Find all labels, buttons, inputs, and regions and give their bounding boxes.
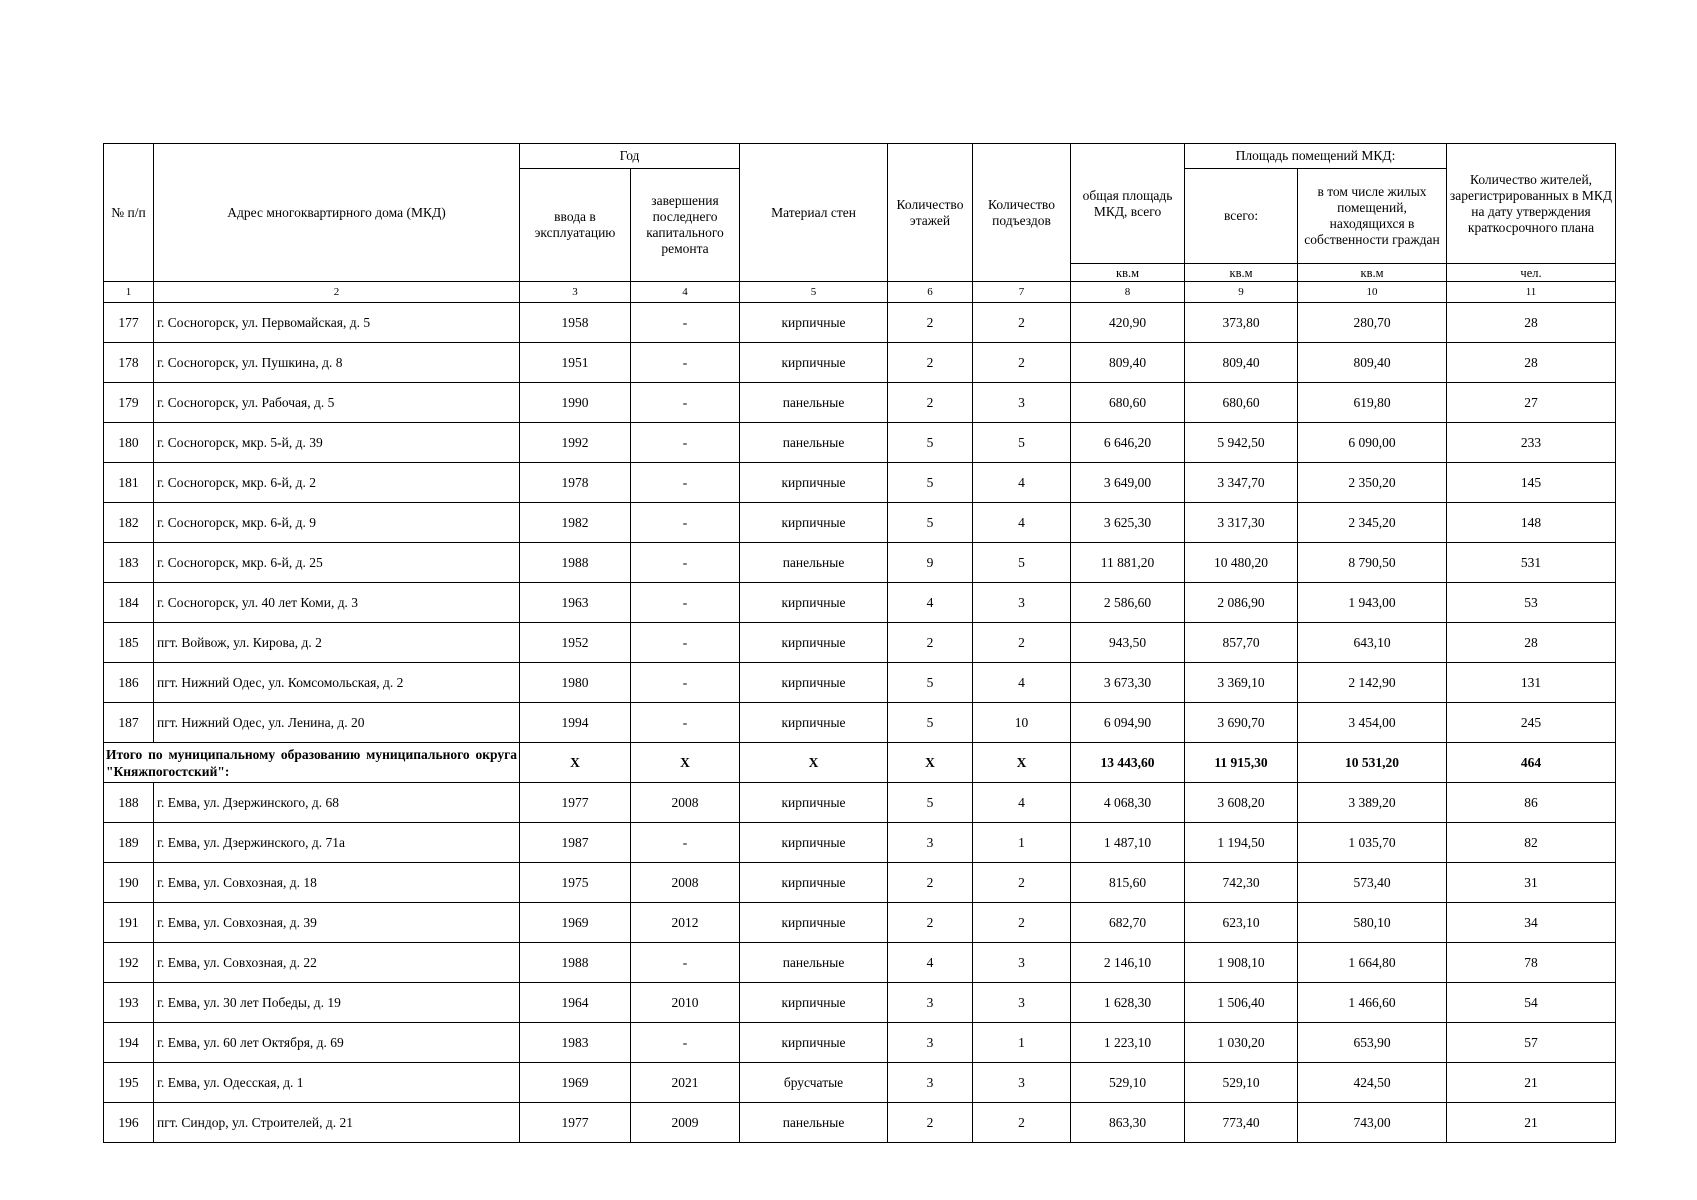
table-row bbox=[104, 903, 1616, 943]
row-number: 188 bbox=[104, 783, 154, 823]
header-total-area: общая площадь МКД, всего bbox=[1071, 144, 1185, 264]
table-row bbox=[104, 383, 1616, 423]
row-area-all: 2 086,90 bbox=[1185, 583, 1298, 623]
row-number: 189 bbox=[104, 823, 154, 863]
row-entrances: 3 bbox=[973, 583, 1071, 623]
row-total-area: 420,90 bbox=[1071, 303, 1185, 343]
column-number: 10 bbox=[1298, 282, 1447, 303]
row-year-repair: - bbox=[631, 623, 740, 663]
row-total-area: 2 146,10 bbox=[1071, 943, 1185, 983]
header-area-group: Площадь помещений МКД: bbox=[1185, 144, 1447, 169]
table-row bbox=[104, 1023, 1616, 1063]
row-area-all: 3 347,70 bbox=[1185, 463, 1298, 503]
row-year-commission: 1978 bbox=[520, 463, 631, 503]
row-area-all: 1 506,40 bbox=[1185, 983, 1298, 1023]
row-number: 183 bbox=[104, 543, 154, 583]
row-total-area: 6 094,90 bbox=[1071, 703, 1185, 743]
row-year-repair: - bbox=[631, 663, 740, 703]
row-total-area: 3 649,00 bbox=[1071, 463, 1185, 503]
column-number: 9 bbox=[1185, 282, 1298, 303]
row-number: 179 bbox=[104, 383, 154, 423]
row-year-commission: 1987 bbox=[520, 823, 631, 863]
row-area-private: 8 790,50 bbox=[1298, 543, 1447, 583]
row-area-private: 280,70 bbox=[1298, 303, 1447, 343]
row-address: г. Сосногорск, ул. 40 лет Коми, д. 3 bbox=[154, 583, 520, 623]
header-area-all: всего: bbox=[1185, 169, 1298, 264]
row-area-private: 1 035,70 bbox=[1298, 823, 1447, 863]
row-wall-material: панельные bbox=[740, 943, 888, 983]
row-floors: 2 bbox=[888, 303, 973, 343]
row-entrances: 4 bbox=[973, 463, 1071, 503]
row-residents: 233 bbox=[1447, 423, 1616, 463]
row-floors: 5 bbox=[888, 503, 973, 543]
row-year-repair: - bbox=[631, 463, 740, 503]
row-area-all: 373,80 bbox=[1185, 303, 1298, 343]
column-number: 6 bbox=[888, 282, 973, 303]
column-number: 5 bbox=[740, 282, 888, 303]
row-area-private: 6 090,00 bbox=[1298, 423, 1447, 463]
row-floors: 3 bbox=[888, 1063, 973, 1103]
row-total-area: 815,60 bbox=[1071, 863, 1185, 903]
row-entrances: 2 bbox=[973, 1103, 1071, 1143]
row-year-commission: 1980 bbox=[520, 663, 631, 703]
row-number: 194 bbox=[104, 1023, 154, 1063]
row-year-commission: 1982 bbox=[520, 503, 631, 543]
row-number: 182 bbox=[104, 503, 154, 543]
row-floors: 4 bbox=[888, 583, 973, 623]
column-number: 3 bbox=[520, 282, 631, 303]
row-number: 192 bbox=[104, 943, 154, 983]
table-row bbox=[104, 463, 1616, 503]
row-year-repair: 2021 bbox=[631, 1063, 740, 1103]
row-total-area: 3 673,30 bbox=[1071, 663, 1185, 703]
row-total-area: 4 068,30 bbox=[1071, 783, 1185, 823]
row-year-commission: 1952 bbox=[520, 623, 631, 663]
row-residents: 28 bbox=[1447, 343, 1616, 383]
row-area-all: 1 908,10 bbox=[1185, 943, 1298, 983]
row-total-area: 1 223,10 bbox=[1071, 1023, 1185, 1063]
row-address: г. Емва, ул. Совхозная, д. 39 bbox=[154, 903, 520, 943]
unit-area-private: кв.м bbox=[1298, 264, 1447, 282]
row-floors: 9 bbox=[888, 543, 973, 583]
row-area-private: 619,80 bbox=[1298, 383, 1447, 423]
row-residents: 148 bbox=[1447, 503, 1616, 543]
row-number: 178 bbox=[104, 343, 154, 383]
row-total-area: 682,70 bbox=[1071, 903, 1185, 943]
row-floors: 2 bbox=[888, 863, 973, 903]
row-floors: 5 bbox=[888, 783, 973, 823]
row-entrances: 10 bbox=[973, 703, 1071, 743]
row-residents: 57 bbox=[1447, 1023, 1616, 1063]
row-entrances: 2 bbox=[973, 343, 1071, 383]
row-area-private: 1 664,80 bbox=[1298, 943, 1447, 983]
row-year-repair: - bbox=[631, 503, 740, 543]
row-area-all: 742,30 bbox=[1185, 863, 1298, 903]
row-area-private: 1 943,00 bbox=[1298, 583, 1447, 623]
table-row bbox=[104, 1103, 1616, 1143]
row-residents: 145 bbox=[1447, 463, 1616, 503]
row-address: г. Сосногорск, мкр. 6-й, д. 2 bbox=[154, 463, 520, 503]
row-residents: 31 bbox=[1447, 863, 1616, 903]
unit-area-all: кв.м bbox=[1185, 264, 1298, 282]
row-address: пгт. Нижний Одес, ул. Комсомольская, д. 2 bbox=[154, 663, 520, 703]
row-wall-material: кирпичные bbox=[740, 463, 888, 503]
row-area-private: 3 454,00 bbox=[1298, 703, 1447, 743]
row-residents: 27 bbox=[1447, 383, 1616, 423]
row-total-area: 943,50 bbox=[1071, 623, 1185, 663]
row-residents: 131 bbox=[1447, 663, 1616, 703]
row-residents: 86 bbox=[1447, 783, 1616, 823]
row-entrances: 5 bbox=[973, 543, 1071, 583]
header-year-group: Год bbox=[520, 144, 740, 169]
row-number: 191 bbox=[104, 903, 154, 943]
row-floors: 2 bbox=[888, 343, 973, 383]
row-entrances: 3 bbox=[973, 1063, 1071, 1103]
row-floors: 3 bbox=[888, 1023, 973, 1063]
row-year-repair: - bbox=[631, 943, 740, 983]
row-year-repair: - bbox=[631, 703, 740, 743]
total-entrances: X bbox=[973, 743, 1071, 783]
row-wall-material: кирпичные bbox=[740, 343, 888, 383]
row-floors: 2 bbox=[888, 383, 973, 423]
row-entrances: 2 bbox=[973, 863, 1071, 903]
column-number: 8 bbox=[1071, 282, 1185, 303]
row-address: г. Емва, ул. 60 лет Октября, д. 69 bbox=[154, 1023, 520, 1063]
row-area-all: 3 690,70 bbox=[1185, 703, 1298, 743]
row-address: г. Емва, ул. 30 лет Победы, д. 19 bbox=[154, 983, 520, 1023]
row-floors: 2 bbox=[888, 903, 973, 943]
row-year-commission: 1994 bbox=[520, 703, 631, 743]
row-year-commission: 1975 bbox=[520, 863, 631, 903]
row-entrances: 4 bbox=[973, 783, 1071, 823]
row-entrances: 4 bbox=[973, 663, 1071, 703]
total-year-commission: X bbox=[520, 743, 631, 783]
row-residents: 245 bbox=[1447, 703, 1616, 743]
row-entrances: 2 bbox=[973, 903, 1071, 943]
column-numbers-row bbox=[104, 282, 1616, 303]
total-residents: 464 bbox=[1447, 743, 1616, 783]
row-address: г. Емва, ул. Совхозная, д. 22 bbox=[154, 943, 520, 983]
row-wall-material: брусчатые bbox=[740, 1063, 888, 1103]
row-year-repair: - bbox=[631, 1023, 740, 1063]
header-year-repair: завершения последнего капитального ремонта bbox=[631, 169, 740, 282]
row-address: г. Емва, ул. Дзержинского, д. 68 bbox=[154, 783, 520, 823]
row-address: пгт. Войвож, ул. Кирова, д. 2 bbox=[154, 623, 520, 663]
table-row bbox=[104, 783, 1616, 823]
row-number: 184 bbox=[104, 583, 154, 623]
header-floors: Количество этажей bbox=[888, 144, 973, 282]
row-year-commission: 1983 bbox=[520, 1023, 631, 1063]
row-entrances: 1 bbox=[973, 1023, 1071, 1063]
row-floors: 2 bbox=[888, 623, 973, 663]
header-wall-material: Материал стен bbox=[740, 144, 888, 282]
row-wall-material: панельные bbox=[740, 1103, 888, 1143]
row-year-commission: 1990 bbox=[520, 383, 631, 423]
row-residents: 53 bbox=[1447, 583, 1616, 623]
row-total-area: 1 487,10 bbox=[1071, 823, 1185, 863]
total-wall-material: X bbox=[740, 743, 888, 783]
row-address: пгт. Нижний Одес, ул. Ленина, д. 20 bbox=[154, 703, 520, 743]
row-number: 195 bbox=[104, 1063, 154, 1103]
row-entrances: 2 bbox=[973, 303, 1071, 343]
row-year-commission: 1958 bbox=[520, 303, 631, 343]
header-num: № п/п bbox=[104, 144, 154, 282]
row-wall-material: кирпичные bbox=[740, 783, 888, 823]
row-wall-material: кирпичные bbox=[740, 863, 888, 903]
row-number: 187 bbox=[104, 703, 154, 743]
row-wall-material: кирпичные bbox=[740, 503, 888, 543]
row-floors: 5 bbox=[888, 463, 973, 503]
column-number: 1 bbox=[104, 282, 154, 303]
row-number: 181 bbox=[104, 463, 154, 503]
row-area-private: 2 345,20 bbox=[1298, 503, 1447, 543]
row-residents: 21 bbox=[1447, 1103, 1616, 1143]
table-row bbox=[104, 343, 1616, 383]
row-residents: 21 bbox=[1447, 1063, 1616, 1103]
row-entrances: 2 bbox=[973, 623, 1071, 663]
row-area-private: 2 350,20 bbox=[1298, 463, 1447, 503]
row-wall-material: кирпичные bbox=[740, 663, 888, 703]
row-residents: 78 bbox=[1447, 943, 1616, 983]
row-area-private: 653,90 bbox=[1298, 1023, 1447, 1063]
row-year-repair: - bbox=[631, 383, 740, 423]
row-wall-material: кирпичные bbox=[740, 983, 888, 1023]
header-area-private: в том числе жилых помещений, находящихся в собственности граждан bbox=[1298, 169, 1447, 264]
total-area-private: 10 531,20 bbox=[1298, 743, 1447, 783]
row-entrances: 3 bbox=[973, 383, 1071, 423]
row-address: пгт. Синдор, ул. Строителей, д. 21 bbox=[154, 1103, 520, 1143]
row-area-all: 623,10 bbox=[1185, 903, 1298, 943]
row-residents: 34 bbox=[1447, 903, 1616, 943]
table-row bbox=[104, 663, 1616, 703]
row-year-commission: 1977 bbox=[520, 783, 631, 823]
row-total-area: 680,60 bbox=[1071, 383, 1185, 423]
row-wall-material: панельные bbox=[740, 383, 888, 423]
row-area-private: 580,10 bbox=[1298, 903, 1447, 943]
table-row bbox=[104, 1063, 1616, 1103]
row-wall-material: кирпичные bbox=[740, 823, 888, 863]
column-number: 4 bbox=[631, 282, 740, 303]
row-area-private: 809,40 bbox=[1298, 343, 1447, 383]
row-floors: 3 bbox=[888, 823, 973, 863]
row-total-area: 809,40 bbox=[1071, 343, 1185, 383]
row-area-all: 529,10 bbox=[1185, 1063, 1298, 1103]
table-row bbox=[104, 823, 1616, 863]
column-number: 11 bbox=[1447, 282, 1616, 303]
row-address: г. Емва, ул. Дзержинского, д. 71а bbox=[154, 823, 520, 863]
row-year-repair: - bbox=[631, 583, 740, 623]
row-area-all: 3 369,10 bbox=[1185, 663, 1298, 703]
row-area-private: 424,50 bbox=[1298, 1063, 1447, 1103]
row-year-commission: 1988 bbox=[520, 543, 631, 583]
row-area-all: 5 942,50 bbox=[1185, 423, 1298, 463]
row-year-commission: 1969 bbox=[520, 903, 631, 943]
table-total bbox=[104, 743, 1616, 783]
row-floors: 2 bbox=[888, 1103, 973, 1143]
row-residents: 82 bbox=[1447, 823, 1616, 863]
row-year-commission: 1977 bbox=[520, 1103, 631, 1143]
row-number: 185 bbox=[104, 623, 154, 663]
row-address: г. Сосногорск, ул. Рабочая, д. 5 bbox=[154, 383, 520, 423]
row-number: 196 bbox=[104, 1103, 154, 1143]
row-total-area: 1 628,30 bbox=[1071, 983, 1185, 1023]
row-total-area: 3 625,30 bbox=[1071, 503, 1185, 543]
row-floors: 3 bbox=[888, 983, 973, 1023]
row-area-all: 773,40 bbox=[1185, 1103, 1298, 1143]
row-year-repair: - bbox=[631, 543, 740, 583]
row-area-private: 643,10 bbox=[1298, 623, 1447, 663]
table-row bbox=[104, 543, 1616, 583]
row-residents: 28 bbox=[1447, 303, 1616, 343]
total-year-repair: X bbox=[631, 743, 740, 783]
total-row bbox=[104, 743, 1616, 783]
row-wall-material: кирпичные bbox=[740, 583, 888, 623]
row-address: г. Емва, ул. Совхозная, д. 18 bbox=[154, 863, 520, 903]
column-number: 7 bbox=[973, 282, 1071, 303]
row-entrances: 4 bbox=[973, 503, 1071, 543]
row-area-all: 3 317,30 bbox=[1185, 503, 1298, 543]
total-label: Итого по муниципальному образованию муниципального округа "Княжпогостский": bbox=[104, 743, 520, 783]
table-body-sosnogorsk bbox=[104, 303, 1616, 743]
row-residents: 54 bbox=[1447, 983, 1616, 1023]
row-year-repair: 2008 bbox=[631, 783, 740, 823]
row-number: 190 bbox=[104, 863, 154, 903]
row-wall-material: кирпичные bbox=[740, 903, 888, 943]
row-total-area: 2 586,60 bbox=[1071, 583, 1185, 623]
table-row bbox=[104, 423, 1616, 463]
header-entrances: Количество подъездов bbox=[973, 144, 1071, 282]
table-head bbox=[104, 144, 1616, 303]
row-entrances: 1 bbox=[973, 823, 1071, 863]
row-year-repair: 2009 bbox=[631, 1103, 740, 1143]
row-year-commission: 1969 bbox=[520, 1063, 631, 1103]
row-area-all: 809,40 bbox=[1185, 343, 1298, 383]
row-wall-material: кирпичные bbox=[740, 623, 888, 663]
row-area-all: 10 480,20 bbox=[1185, 543, 1298, 583]
header-address: Адрес многоквартирного дома (МКД) bbox=[154, 144, 520, 282]
row-area-all: 1 030,20 bbox=[1185, 1023, 1298, 1063]
row-floors: 5 bbox=[888, 663, 973, 703]
row-year-commission: 1992 bbox=[520, 423, 631, 463]
total-floors: X bbox=[888, 743, 973, 783]
column-number: 2 bbox=[154, 282, 520, 303]
row-address: г. Сосногорск, мкр. 5-й, д. 39 bbox=[154, 423, 520, 463]
row-wall-material: кирпичные bbox=[740, 703, 888, 743]
row-address: г. Емва, ул. Одесская, д. 1 bbox=[154, 1063, 520, 1103]
row-wall-material: кирпичные bbox=[740, 303, 888, 343]
row-floors: 5 bbox=[888, 423, 973, 463]
row-entrances: 3 bbox=[973, 983, 1071, 1023]
table-row bbox=[104, 583, 1616, 623]
row-wall-material: панельные bbox=[740, 543, 888, 583]
table-row bbox=[104, 943, 1616, 983]
table-row bbox=[104, 703, 1616, 743]
table-row bbox=[104, 503, 1616, 543]
row-area-private: 2 142,90 bbox=[1298, 663, 1447, 703]
row-number: 180 bbox=[104, 423, 154, 463]
total-area: 13 443,60 bbox=[1071, 743, 1185, 783]
row-number: 177 bbox=[104, 303, 154, 343]
row-year-repair: - bbox=[631, 823, 740, 863]
unit-residents: чел. bbox=[1447, 264, 1616, 282]
row-entrances: 5 bbox=[973, 423, 1071, 463]
row-entrances: 3 bbox=[973, 943, 1071, 983]
row-year-commission: 1963 bbox=[520, 583, 631, 623]
row-residents: 531 bbox=[1447, 543, 1616, 583]
unit-total-area: кв.м bbox=[1071, 264, 1185, 282]
row-address: г. Сосногорск, мкр. 6-й, д. 9 bbox=[154, 503, 520, 543]
row-number: 193 bbox=[104, 983, 154, 1023]
row-year-repair: - bbox=[631, 343, 740, 383]
table-row bbox=[104, 623, 1616, 663]
row-residents: 28 bbox=[1447, 623, 1616, 663]
row-number: 186 bbox=[104, 663, 154, 703]
row-total-area: 11 881,20 bbox=[1071, 543, 1185, 583]
row-area-private: 3 389,20 bbox=[1298, 783, 1447, 823]
row-year-commission: 1988 bbox=[520, 943, 631, 983]
table-row bbox=[104, 983, 1616, 1023]
row-total-area: 863,30 bbox=[1071, 1103, 1185, 1143]
total-area-all: 11 915,30 bbox=[1185, 743, 1298, 783]
row-year-repair: - bbox=[631, 303, 740, 343]
row-address: г. Сосногорск, мкр. 6-й, д. 25 bbox=[154, 543, 520, 583]
table-row bbox=[104, 303, 1616, 343]
row-year-commission: 1964 bbox=[520, 983, 631, 1023]
row-year-repair: - bbox=[631, 423, 740, 463]
row-area-private: 743,00 bbox=[1298, 1103, 1447, 1143]
row-total-area: 529,10 bbox=[1071, 1063, 1185, 1103]
row-area-private: 573,40 bbox=[1298, 863, 1447, 903]
row-year-commission: 1951 bbox=[520, 343, 631, 383]
row-year-repair: 2010 bbox=[631, 983, 740, 1023]
row-year-repair: 2008 bbox=[631, 863, 740, 903]
row-address: г. Сосногорск, ул. Первомайская, д. 5 bbox=[154, 303, 520, 343]
table-row bbox=[104, 863, 1616, 903]
row-floors: 4 bbox=[888, 943, 973, 983]
row-area-all: 857,70 bbox=[1185, 623, 1298, 663]
row-floors: 5 bbox=[888, 703, 973, 743]
row-wall-material: панельные bbox=[740, 423, 888, 463]
header-residents: Количество жителей, зарегистрированных в МКД на дату утверждения краткосрочного плана bbox=[1447, 144, 1616, 264]
header-year-commission: ввода в эксплуатацию bbox=[520, 169, 631, 282]
row-total-area: 6 646,20 bbox=[1071, 423, 1185, 463]
row-address: г. Сосногорск, ул. Пушкина, д. 8 bbox=[154, 343, 520, 383]
row-area-all: 1 194,50 bbox=[1185, 823, 1298, 863]
row-area-all: 680,60 bbox=[1185, 383, 1298, 423]
housing-register-table bbox=[103, 143, 1616, 1143]
table-body-knyazhpogost bbox=[104, 783, 1616, 1143]
row-year-repair: 2012 bbox=[631, 903, 740, 943]
row-wall-material: кирпичные bbox=[740, 1023, 888, 1063]
row-area-all: 3 608,20 bbox=[1185, 783, 1298, 823]
row-area-private: 1 466,60 bbox=[1298, 983, 1447, 1023]
